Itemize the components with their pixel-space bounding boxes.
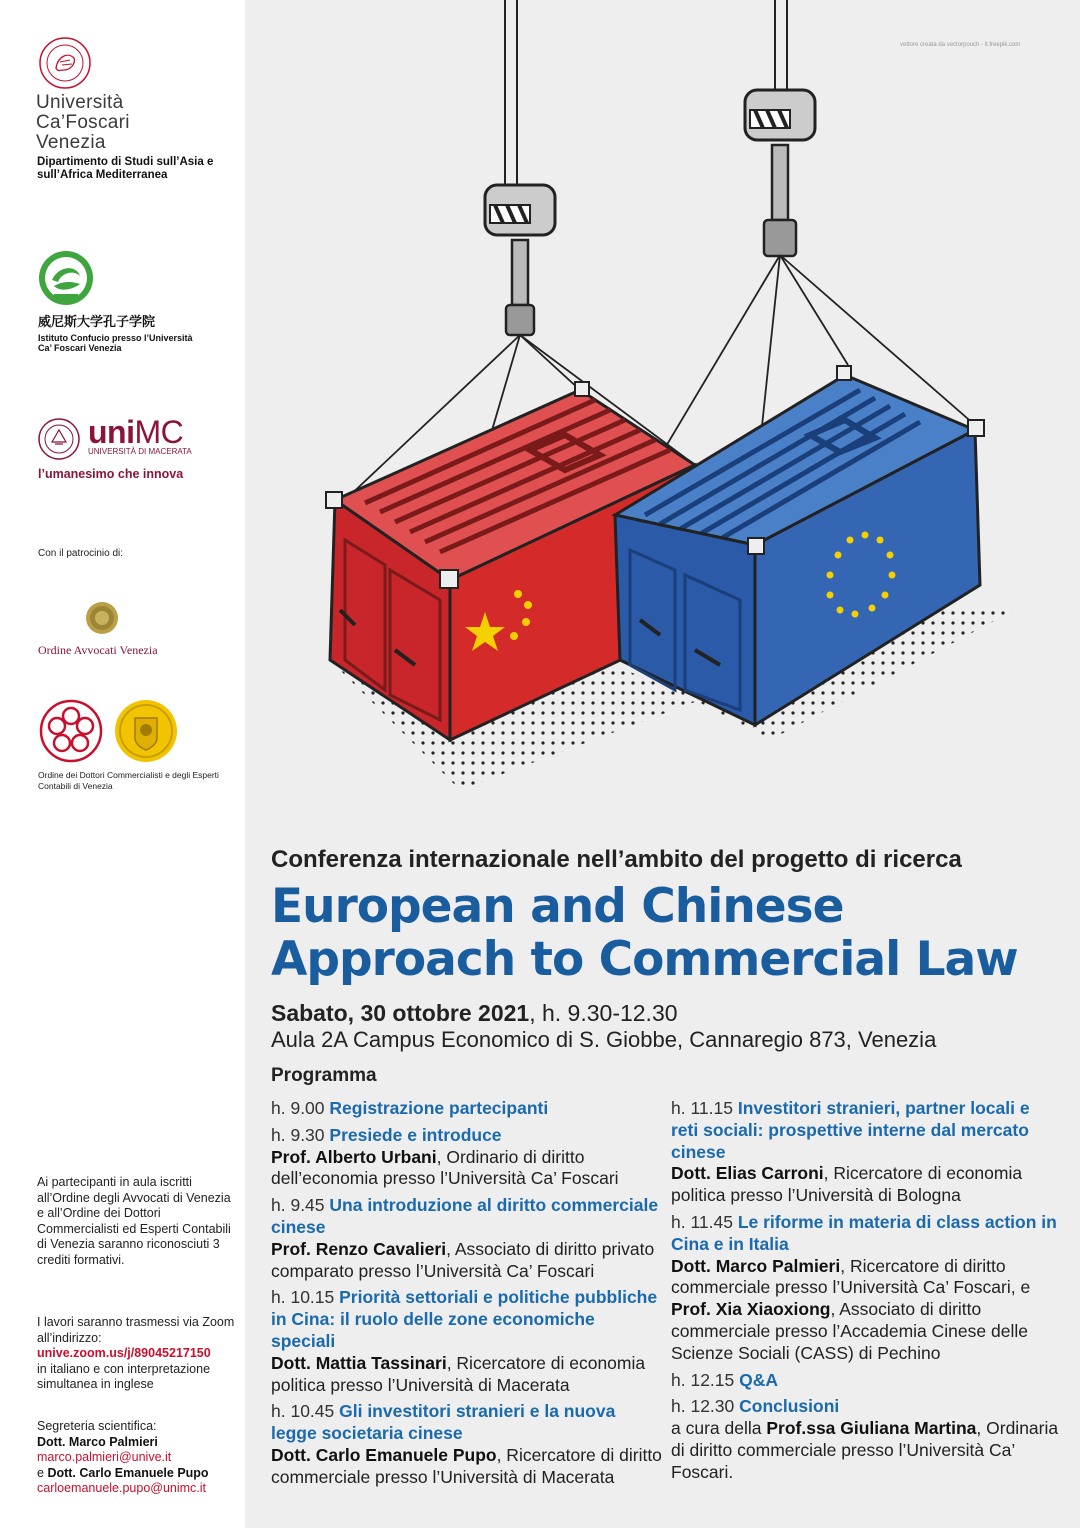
zoom-intro: I lavori saranno trasmessi via Zoom all’indirizzo: xyxy=(37,1315,235,1345)
event-time: , h. 9.30-12.30 xyxy=(529,1000,678,1026)
item-topic: Le riforme in materia di class action in Cina e in Italia xyxy=(671,1211,1057,1254)
item-topic: Investitori stranieri, partner locali e reti sociali: prospettive interne dal mercato cinese xyxy=(671,1098,1030,1162)
event-date-day: Sabato, 30 ottobre 2021 xyxy=(271,1000,530,1026)
item-time: h. 11.15 xyxy=(671,1098,738,1118)
programme-item xyxy=(671,1396,1061,1483)
secretariat xyxy=(37,1419,237,1497)
secretariat-email-1[interactable]: marco.palmieri@unive.it xyxy=(37,1450,172,1464)
containers-illustration xyxy=(300,0,1030,790)
zoom-language: in italiano e con interpretazione simultanea in inglese xyxy=(37,1361,211,1391)
item-connector: e xyxy=(1020,1277,1031,1298)
ca-foscari-seal-logo xyxy=(38,36,92,90)
unimc-uni: uni xyxy=(88,414,135,450)
item-role: , Ordinario di diritto dell’economia presso l’Università Ca’ Foscari xyxy=(271,1146,619,1189)
left-crane-hook xyxy=(485,185,555,335)
programme-item xyxy=(671,1098,1061,1207)
programme-item xyxy=(671,1212,1061,1365)
item-time: h. 11.45 xyxy=(671,1211,738,1232)
programme-item xyxy=(671,1370,1061,1392)
unimc-seal-logo xyxy=(38,418,80,460)
item-speaker: Prof. Alberto Urbani xyxy=(271,1146,437,1167)
item-speaker: Prof. Renzo Cavalieri xyxy=(271,1238,447,1259)
item-time: h. 10.45 xyxy=(271,1401,340,1422)
programme-item xyxy=(271,1401,663,1488)
item-time: h. 10.15 xyxy=(271,1287,340,1308)
right-crane-hook xyxy=(745,90,815,256)
item-role: , Associato di diritto privato comparato presso l’Università Ca’ Foscari xyxy=(271,1238,655,1281)
commercialisti-name: Ordine dei Dottori Commercialisti e degli Esperti Contabili di Venezia xyxy=(38,770,219,791)
item-role: , Ricercatore di diritto commerciale presso l’Università Ca’ Foscari, xyxy=(671,1255,1016,1298)
secretariat-connector: e xyxy=(37,1465,48,1480)
university-name-line-3: Venezia xyxy=(36,132,106,153)
event-date xyxy=(271,1000,678,1027)
item-topic: Registrazione partecipanti xyxy=(329,1098,549,1118)
confucius-italian-name: Istituto Confucio presso l’Università Ca’ Foscari Venezia xyxy=(38,333,193,353)
programme-item xyxy=(271,1195,663,1282)
venezia-crest-logo xyxy=(113,698,179,764)
confucius-institute-logo xyxy=(38,250,94,306)
programme-item xyxy=(271,1098,663,1120)
patrocinio-label: Con il patrocinio di: xyxy=(38,548,124,559)
item-topic: Presiede e introduce xyxy=(329,1124,502,1145)
unimc-wordmark xyxy=(88,414,183,451)
item-speaker: Dott. Mattia Tassinari xyxy=(271,1352,447,1373)
university-name xyxy=(36,93,130,153)
secretariat-label: Segreteria scientifica: xyxy=(37,1419,157,1433)
item-time: h. 9.00 xyxy=(271,1098,330,1118)
sidebar xyxy=(0,0,245,1528)
item-topic: Una introduzione al diritto commerciale cinese xyxy=(271,1195,659,1237)
item-topic: Gli investitori stranieri e la nuova legge societaria cinese xyxy=(271,1401,616,1444)
item-prefix: a cura della xyxy=(671,1418,767,1439)
avvocati-name: Ordine Avvocati Venezia xyxy=(38,643,158,657)
department-name: Dipartimento di Studi sull’Asia e sull’Africa Mediterranea xyxy=(37,156,214,181)
credits-note: Ai partecipanti in aula iscritti all’Ordine degli Avvocati di Venezia e all’Ordine dei Dottori Commercialisti ed Esperti Contabili di Venezia saranno riconosciuti 3 crediti formativi. xyxy=(37,1175,231,1267)
programme-item xyxy=(271,1287,663,1396)
conference-intro: Conferenza internazionale nell’ambito del progetto di ricerca xyxy=(271,846,962,873)
programme-right-column xyxy=(671,1098,1061,1489)
item-role: , Ricercatore di economia politica presso l’Università di Macerata xyxy=(271,1352,646,1395)
secretariat-email-2[interactable]: carloemanuele.pupo@unimc.it xyxy=(37,1481,207,1495)
programme-label: Programma xyxy=(271,1065,377,1086)
zoom-info xyxy=(37,1315,237,1393)
unimc-mc: MC xyxy=(134,414,184,450)
event-venue: Aula 2A Campus Economico di S. Giobbe, Cannaregio 873, Venezia xyxy=(271,1027,937,1052)
item-speaker-2: Prof. Xia Xiaoxiong xyxy=(671,1299,831,1320)
item-time: h. 12.30 xyxy=(671,1396,740,1417)
title-line-1: European and Chinese xyxy=(271,879,844,934)
item-speaker: Dott. Carlo Emanuele Pupo xyxy=(271,1444,497,1465)
item-speaker: Dott. Elias Carroni xyxy=(671,1163,824,1184)
item-topic: Q&A xyxy=(739,1369,779,1390)
item-role: , Ricercatore di diritto commerciale presso l’Università di Macerata xyxy=(271,1444,662,1487)
crane-cables xyxy=(505,0,787,190)
item-role-2: , Associato di diritto commerciale presso l’Accademia Cinese delle Scienze Sociali (CASS) di Pechino xyxy=(671,1299,1028,1363)
blue-container xyxy=(615,366,984,725)
unimc-motto: l’umanesimo che innova xyxy=(38,467,184,481)
avvocati-medal-logo xyxy=(85,601,119,635)
image-credit: vettore creata da vectorpouch - it.freepik.com xyxy=(900,42,1021,48)
secretariat-person-1: Dott. Marco Palmieri xyxy=(37,1434,158,1449)
confucius-chinese-name: 威尼斯大学孔子学院 xyxy=(38,315,156,330)
item-role: , Ricercatore di economia politica presso l’Università di Bologna xyxy=(671,1163,1023,1206)
title-line-2: Approach to Commercial Law xyxy=(271,932,1018,987)
university-name-line-1: Università xyxy=(36,92,124,113)
item-topic: Priorità settoriali e politiche pubbliche in Cina: il ruolo delle zone economiche speciali xyxy=(271,1287,658,1351)
secretariat-person-2: Dott. Carlo Emanuele Pupo xyxy=(47,1465,209,1480)
item-role: , Ordinaria di diritto commerciale presso l’Università Ca’ Foscari. xyxy=(671,1418,1059,1482)
item-time: h. 9.45 xyxy=(271,1195,330,1216)
item-time: h. 9.30 xyxy=(271,1124,330,1145)
zoom-link[interactable]: unive.zoom.us/j/89045217150 xyxy=(37,1346,211,1360)
conference-title xyxy=(271,880,1061,986)
programme-left-column xyxy=(271,1098,663,1494)
item-topic: Conclusioni xyxy=(739,1396,840,1417)
unimc-subtitle: UNIVERSITÀ DI MACERATA xyxy=(88,447,192,456)
commercialisti-logo xyxy=(38,698,104,764)
item-speaker: Prof.ssa Giuliana Martina xyxy=(766,1418,977,1439)
item-speaker: Dott. Marco Palmieri xyxy=(671,1255,841,1276)
university-name-line-2: Ca’Foscari xyxy=(36,112,130,133)
item-time: h. 12.15 xyxy=(671,1369,740,1390)
programme-item xyxy=(271,1125,663,1190)
